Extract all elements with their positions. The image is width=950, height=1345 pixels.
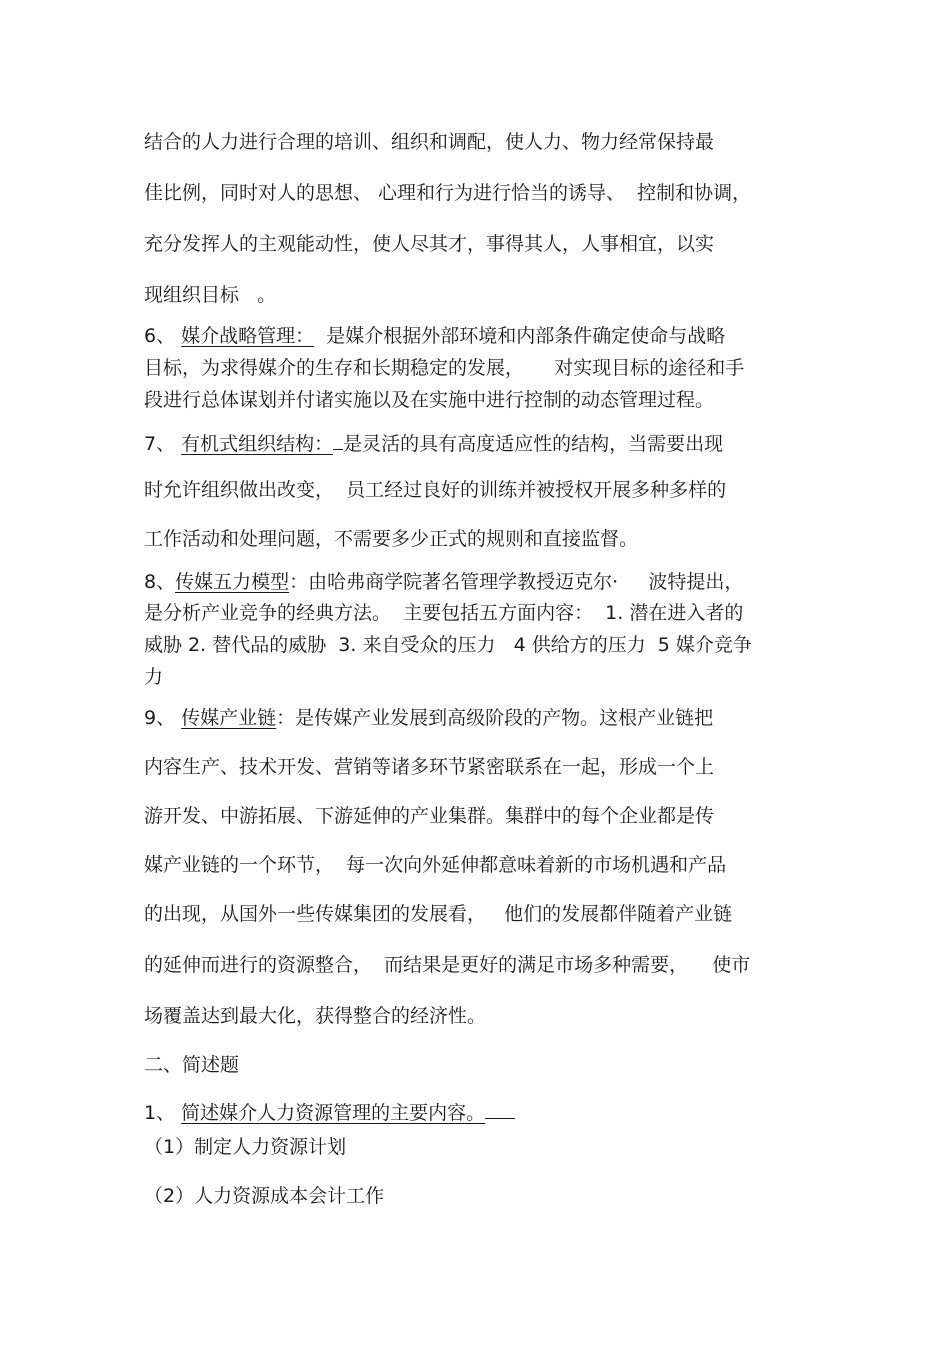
text-line: 游开发、中游拓展、下游延伸的产业集群。集群中的每个企业都是传 (144, 805, 715, 827)
definition-term: 传媒五力模型 (175, 571, 290, 593)
section-heading: 二、简述题 (144, 1054, 240, 1076)
item-number: 6、 (144, 325, 176, 347)
text-line: 工作活动和处理问题，不需要多少正式的规则和直接监督。 (144, 528, 639, 550)
question-number: 1、 (144, 1102, 176, 1124)
definition-text: 是灵活的具有高度适应性的结构，当需要出现 (343, 433, 724, 455)
question-1 (144, 1098, 515, 1125)
text-line: 结合的人力进行合理的培训、组织和调配，使人力、物力经常保持最 (144, 131, 715, 153)
item-number: 8、 (144, 571, 176, 593)
text-line: 充分发挥人的主观能动性，使人尽其才，事得其人，人事相宜，以实 (144, 233, 715, 255)
item-number: 7、 (144, 433, 176, 455)
definition-term: 传媒产业链 (181, 707, 277, 729)
answer-item: （2）人力资源成本会计工作 (144, 1185, 385, 1207)
question-text: 简述媒介人力资源管理的主要内容。 (181, 1102, 486, 1124)
text-line: 的出现，从国外一些传媒集团的发展看， 他们的发展都伴随着产业链 (144, 903, 733, 925)
definition-item-9 (144, 706, 713, 730)
definition-text: 是媒介根据外部环境和内部条件确定使命与战略 (314, 325, 726, 347)
text-line: 时允许组织做出改变， 员工经过良好的训练并被授权开展多种多样的 (144, 479, 727, 501)
item-number: 9、 (144, 707, 176, 729)
text-line: 媒产业链的一个环节， 每一次向外延伸都意味着新的市场机遇和产品 (144, 854, 727, 876)
text-line: 佳比例，同时对人的思想、 心理和行为进行恰当的诱导、 控制和协调， (144, 182, 752, 204)
text-line: 威胁 2. 替代品的威胁 3. 来自受众的压力 4 供给方的压力 5 媒介竞争 (144, 634, 752, 656)
answer-item: （1）制定人力资源计划 (144, 1136, 347, 1158)
definition-item-7 (144, 429, 723, 456)
fill-blank-line (485, 1098, 515, 1119)
definition-term: 有机式组织结构： (181, 433, 334, 455)
definition-text: ：是传媒产业发展到高级阶段的产物。这根产业链把 (276, 707, 714, 729)
definition-item-6 (144, 324, 725, 348)
definition-term: 媒介战略管理： (181, 325, 315, 347)
fill-blank-line (333, 429, 343, 450)
text-line: 场覆盖达到最大化，获得整合的经济性。 (144, 1005, 487, 1027)
text-line: 内容生产、技术开发、营销等诸多环节紧密联系在一起，形成一个上 (144, 756, 715, 778)
text-line: 是分析产业竞争的经典方法。 主要包括五方面内容： 1. 潜在进入者的 (144, 602, 744, 624)
definition-item-8 (144, 570, 743, 594)
text-line: 的延伸而进行的资源整合， 而结果是更好的满足市场多种需要， 使市 (144, 954, 751, 976)
text-line: 力 (144, 666, 164, 688)
text-line: 目标，为求得媒介的生存和长期稳定的发展， 对实现目标的途径和手 (144, 357, 745, 379)
definition-text: ：由哈弗商学院著名管理学教授迈克尔· 波特提出， (289, 571, 744, 593)
text-line: 现组织目标 。 (144, 284, 277, 306)
text-line: 段进行总体谋划并付诸实施以及在实施中进行控制的动态管理过程。 (144, 389, 715, 411)
